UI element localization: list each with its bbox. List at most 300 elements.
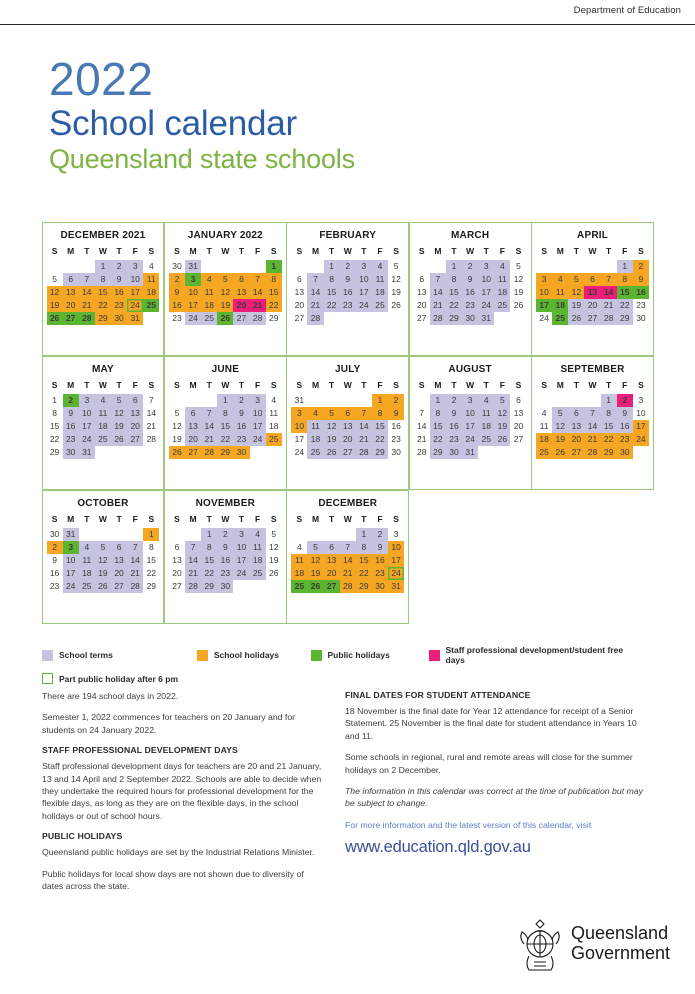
day-cell: 15 <box>324 286 340 299</box>
day-cell: 31 <box>462 446 478 459</box>
day-cell: 27 <box>324 580 340 593</box>
day-cell: 25 <box>266 433 282 446</box>
week-row <box>47 541 160 554</box>
month-name: MAY <box>91 363 114 375</box>
day-cell: 7 <box>148 395 154 405</box>
department-label: Department of Education <box>573 5 681 16</box>
month-card <box>531 222 654 357</box>
weekday-header: T <box>206 246 212 256</box>
day-cell-empty <box>510 446 526 459</box>
weekday-header: S <box>296 380 303 390</box>
note-school-days: There are 194 school days in 2022. <box>42 691 179 701</box>
day-cell: 3 <box>127 260 143 273</box>
note-public-holidays: Queensland public holidays are set by the Industrial Relations Minister. <box>42 847 315 858</box>
day-cell: 14 <box>307 286 323 299</box>
day-cell: 18 <box>95 420 111 433</box>
day-cell-empty <box>143 312 159 325</box>
day-cell: 13 <box>324 554 340 567</box>
weekday-header: S <box>148 246 155 256</box>
part-public-holiday-swatch-icon <box>42 673 53 684</box>
weekday-header: T <box>238 246 245 256</box>
day-cell: 9 <box>169 286 185 299</box>
day-cell: 21 <box>185 567 201 580</box>
day-cell: 2 <box>63 394 79 407</box>
day-cell: 20 <box>111 567 127 580</box>
day-cell: 21 <box>79 299 95 312</box>
week-row <box>414 446 527 459</box>
weekday-header: S <box>51 246 58 256</box>
weekday-header: T <box>329 246 335 256</box>
day-cell: 26 <box>111 433 127 446</box>
day-cell-empty <box>250 580 266 593</box>
day-cell: 9 <box>217 541 233 554</box>
week-row <box>169 407 282 420</box>
day-cell: 10 <box>478 273 494 286</box>
day-cell-empty <box>79 528 95 541</box>
day-cell-empty <box>536 260 552 273</box>
day-cell: 18 <box>478 420 494 433</box>
weekday-header: M <box>67 380 75 390</box>
day-cell-empty <box>291 260 307 273</box>
day-cell: 21 <box>340 567 356 580</box>
day-cell: 1 <box>356 528 372 541</box>
day-cell: 30 <box>172 261 182 271</box>
week-row <box>291 541 404 554</box>
day-cell: 14 <box>146 408 157 418</box>
day-cell: 16 <box>233 420 249 433</box>
day-cell: 3 <box>462 394 478 407</box>
day-cell: 28 <box>356 446 372 459</box>
weekday-header: F <box>254 246 261 256</box>
day-cell: 26 <box>513 300 524 310</box>
day-cell: 23 <box>446 433 462 446</box>
day-cell: 12 <box>217 286 233 299</box>
website-url-link[interactable]: www.education.qld.gov.au <box>345 837 531 856</box>
day-cell: 21 <box>307 299 323 312</box>
weekday-header: W <box>466 246 475 256</box>
day-cell: 7 <box>185 541 201 554</box>
weekday-header: W <box>343 246 352 256</box>
month-card <box>42 490 165 625</box>
day-cell: 25 <box>291 580 307 593</box>
weekday-header: S <box>638 246 644 256</box>
weekday-header: S <box>174 246 180 256</box>
weekday-header: T <box>116 514 122 524</box>
week-row <box>291 446 404 459</box>
day-cell-empty <box>478 446 494 459</box>
day-cell: 5 <box>307 541 323 554</box>
page-title-block <box>49 53 355 175</box>
day-cell: 6 <box>419 274 425 284</box>
month-card <box>42 222 165 357</box>
day-cell: 23 <box>372 567 388 580</box>
day-cell: 27 <box>568 446 584 459</box>
weekday-header-row <box>536 380 649 394</box>
day-cell: 13 <box>127 407 143 420</box>
day-cell: 2 <box>217 528 233 541</box>
day-cell: 15 <box>201 554 217 567</box>
day-cell: 9 <box>52 555 57 565</box>
day-cell-empty <box>633 446 649 459</box>
day-cell: 17 <box>388 554 404 567</box>
day-cell: 27 <box>417 313 427 323</box>
weekday-header: F <box>377 246 383 256</box>
day-cell: 19 <box>513 287 524 297</box>
day-cell: 4 <box>541 408 547 418</box>
weekday-header: T <box>238 514 245 524</box>
day-cell: 10 <box>462 407 478 420</box>
day-cell: 22 <box>446 299 462 312</box>
week-row <box>47 567 160 580</box>
day-cell: 19 <box>552 433 568 446</box>
day-cell: 10 <box>356 273 372 286</box>
day-cell: 17 <box>233 554 249 567</box>
day-cell: 16 <box>63 420 79 433</box>
weekday-header: S <box>393 514 399 524</box>
day-cell: 12 <box>494 407 510 420</box>
month-day-table <box>169 380 282 459</box>
heading-final-dates: FINAL DATES FOR STUDENT ATTENDANCE <box>345 690 531 700</box>
weekday-header: T <box>84 514 90 524</box>
day-cell: 28 <box>201 446 217 459</box>
day-cell: 7 <box>307 273 323 286</box>
day-cell-empty <box>356 394 372 407</box>
day-cell: 26 <box>169 446 185 459</box>
day-cell: 17 <box>63 567 79 580</box>
day-cell-empty <box>266 580 282 593</box>
week-row <box>414 420 527 433</box>
day-cell: 17 <box>185 299 201 312</box>
month-day-table <box>291 246 404 325</box>
legend-row-secondary <box>42 673 654 684</box>
day-cell: 30 <box>617 446 633 459</box>
queensland-crest-icon <box>515 918 565 974</box>
week-row <box>414 260 527 273</box>
day-cell-empty <box>250 260 266 273</box>
note-staff-development: Staff professional development days for teachers are 20 and 21 January, 13 and 14 April and 2 September 2022. Schools are able to decide when they undertake the required hours for professional development for the flexible days, as long as they are on the flexible days, in the school holidays or out of school hours. <box>42 761 322 821</box>
day-cell: 27 <box>111 580 127 593</box>
day-cell: 21 <box>127 567 143 580</box>
month-card <box>286 356 409 491</box>
day-cell: 4 <box>271 395 277 405</box>
day-cell: 5 <box>174 408 180 418</box>
month-day-table <box>169 246 282 325</box>
day-cell: 11 <box>552 286 568 299</box>
day-cell: 6 <box>324 541 340 554</box>
week-row <box>47 420 160 433</box>
weekday-header: F <box>377 380 383 390</box>
week-row <box>536 260 649 273</box>
legend <box>42 645 654 692</box>
day-cell-empty <box>291 528 307 541</box>
day-cell: 15 <box>446 286 462 299</box>
day-cell: 8 <box>201 541 217 554</box>
day-cell: 2 <box>47 541 63 554</box>
school-terms-swatch-icon <box>42 650 53 661</box>
day-cell: 24 <box>388 567 404 580</box>
day-cell: 30 <box>217 580 233 593</box>
day-cell: 14 <box>185 554 201 567</box>
day-cell: 1 <box>324 260 340 273</box>
day-cell: 19 <box>47 299 63 312</box>
day-cell: 11 <box>291 554 307 567</box>
week-row <box>47 299 160 312</box>
month-card <box>286 222 409 357</box>
day-cell: 22 <box>217 433 233 446</box>
day-cell: 2 <box>388 394 404 407</box>
day-cell: 9 <box>233 407 249 420</box>
day-cell: 17 <box>250 420 266 433</box>
day-cell: 4 <box>296 542 302 552</box>
week-row <box>169 433 282 446</box>
week-row <box>536 299 649 312</box>
note-regional-close: Some schools in regional, rural and remote areas will close for the summer holidays on 2 December. <box>345 752 633 775</box>
day-cell: 7 <box>356 407 372 420</box>
week-row <box>169 260 282 273</box>
day-cell-empty <box>494 312 510 325</box>
day-cell: 25 <box>79 580 95 593</box>
legend-item-public-holidays <box>311 650 411 661</box>
day-cell: 21 <box>201 433 217 446</box>
weekday-header-row <box>47 380 160 394</box>
day-cell: 24 <box>462 433 478 446</box>
day-cell: 10 <box>185 286 201 299</box>
day-cell: 20 <box>294 300 305 310</box>
day-cell: 5 <box>393 261 399 271</box>
day-cell: 4 <box>307 407 323 420</box>
day-cell-empty <box>494 446 510 459</box>
weekday-header: W <box>466 380 475 390</box>
week-row <box>47 446 160 459</box>
day-cell: 6 <box>174 542 180 552</box>
week-row <box>291 273 404 286</box>
day-cell: 15 <box>266 286 282 299</box>
legend-item-part-public-holiday <box>42 673 178 684</box>
month-card <box>164 356 287 491</box>
day-cell: 23 <box>217 567 233 580</box>
day-cell: 24 <box>79 433 95 446</box>
day-cell-empty <box>552 260 568 273</box>
month-day-table <box>47 246 160 325</box>
weekday-header: T <box>483 246 489 256</box>
day-cell: 15 <box>356 554 372 567</box>
day-cell: 20 <box>172 568 182 578</box>
day-cell: 29 <box>446 312 462 325</box>
day-cell-empty <box>169 528 185 541</box>
day-cell: 20 <box>185 433 201 446</box>
month-card <box>409 356 532 491</box>
month-name: JANUARY 2022 <box>187 229 263 241</box>
day-cell: 1 <box>95 260 111 273</box>
day-cell: 19 <box>172 434 182 444</box>
day-cell: 11 <box>79 554 95 567</box>
day-cell: 6 <box>111 541 127 554</box>
day-cell: 5 <box>324 407 340 420</box>
day-cell: 3 <box>185 273 201 286</box>
weekday-header: S <box>270 514 277 524</box>
heading-public-holidays: PUBLIC HOLIDAYS <box>42 831 123 842</box>
day-cell-empty <box>63 260 79 273</box>
weekday-header: F <box>132 246 138 256</box>
day-cell: 12 <box>513 274 524 284</box>
day-cell: 30 <box>49 529 60 539</box>
day-cell: 8 <box>372 407 388 420</box>
day-cell: 7 <box>430 273 446 286</box>
day-cell: 26 <box>47 312 63 325</box>
day-cell: 3 <box>79 394 95 407</box>
day-cell: 29 <box>430 446 446 459</box>
day-cell: 1 <box>52 395 57 405</box>
day-cell: 7 <box>419 408 425 418</box>
day-cell: 20 <box>233 299 249 312</box>
weekday-header: S <box>51 380 58 390</box>
day-cell: 18 <box>201 299 217 312</box>
day-cell: 5 <box>111 394 127 407</box>
day-cell: 13 <box>111 554 127 567</box>
legend-item-staff-development <box>429 645 636 665</box>
weekday-header: S <box>270 246 277 256</box>
day-cell: 27 <box>63 312 79 325</box>
day-cell: 16 <box>49 568 60 578</box>
day-cell: 6 <box>127 394 143 407</box>
day-cell: 24 <box>127 299 143 312</box>
day-cell: 6 <box>185 407 201 420</box>
day-cell: 21 <box>250 299 266 312</box>
day-cell: 18 <box>494 286 510 299</box>
weekday-header: S <box>515 246 522 256</box>
week-row <box>47 394 160 407</box>
day-cell: 29 <box>372 446 388 459</box>
week-row <box>169 394 282 407</box>
day-cell: 24 <box>185 312 201 325</box>
weekday-header: S <box>296 514 303 524</box>
day-cell-empty <box>356 312 372 325</box>
day-cell: 6 <box>568 407 584 420</box>
day-cell: 3 <box>393 529 399 539</box>
weekday-header-row <box>169 246 282 260</box>
day-cell: 31 <box>388 580 404 593</box>
day-cell: 28 <box>79 312 95 325</box>
weekday-header: S <box>296 246 303 256</box>
month-name: DECEMBER <box>318 497 378 509</box>
logo-line-queensland: Queensland <box>571 923 669 943</box>
day-cell: 17 <box>294 434 305 444</box>
day-cell: 13 <box>417 287 427 297</box>
day-cell: 23 <box>462 299 478 312</box>
day-cell: 30 <box>636 313 646 323</box>
month-day-table <box>169 514 282 593</box>
day-cell: 25 <box>494 299 510 312</box>
day-cell: 8 <box>217 407 233 420</box>
day-cell: 20 <box>568 433 584 446</box>
week-row <box>414 299 527 312</box>
day-cell: 7 <box>340 541 356 554</box>
day-cell: 26 <box>552 446 568 459</box>
day-cell: 28 <box>430 312 446 325</box>
day-cell: 20 <box>584 299 600 312</box>
day-cell: 24 <box>294 447 305 457</box>
day-cell: 26 <box>494 433 510 446</box>
day-cell-empty <box>201 394 217 407</box>
day-cell: 18 <box>307 433 323 446</box>
day-cell: 22 <box>601 433 617 446</box>
day-cell: 25 <box>307 446 323 459</box>
weekday-header: F <box>377 514 383 524</box>
weekday-header-row <box>291 514 404 528</box>
day-cell: 14 <box>79 286 95 299</box>
weekday-header-row <box>414 246 527 260</box>
weekday-header: S <box>174 514 180 524</box>
day-cell: 26 <box>391 300 401 310</box>
day-cell-empty <box>536 394 552 407</box>
day-cell: 27 <box>233 312 249 325</box>
weekday-header: W <box>221 514 230 524</box>
day-cell: 19 <box>111 420 127 433</box>
weekday-header: F <box>622 246 628 256</box>
week-row <box>414 433 527 446</box>
weekday-header: S <box>393 380 399 390</box>
legend-label: Staff professional development/student free days <box>445 645 624 665</box>
day-cell: 18 <box>143 286 159 299</box>
day-cell: 25 <box>536 446 552 459</box>
day-cell: 23 <box>617 433 633 446</box>
day-cell: 15 <box>372 420 388 433</box>
week-row <box>47 273 160 286</box>
day-cell: 3 <box>536 273 552 286</box>
day-cell: 10 <box>127 273 143 286</box>
day-cell: 24 <box>539 313 549 323</box>
week-row <box>536 394 649 407</box>
weekday-header-row <box>169 380 282 394</box>
page-title: School calendar <box>49 104 297 143</box>
day-cell: 28 <box>250 312 266 325</box>
day-cell: 7 <box>201 407 217 420</box>
week-row <box>169 446 282 459</box>
day-cell: 27 <box>584 312 600 325</box>
weekday-header: W <box>588 380 597 390</box>
weekday-header: S <box>418 246 425 256</box>
weekday-header: T <box>451 380 457 390</box>
day-cell: 28 <box>601 312 617 325</box>
day-cell: 29 <box>617 312 633 325</box>
day-cell: 10 <box>536 286 552 299</box>
day-cell: 16 <box>633 286 649 299</box>
day-cell: 20 <box>417 300 427 310</box>
day-cell: 28 <box>127 580 143 593</box>
day-cell: 20 <box>513 421 524 431</box>
day-cell: 14 <box>356 420 372 433</box>
day-cell: 9 <box>633 273 649 286</box>
day-cell: 28 <box>340 580 356 593</box>
weekday-header: M <box>311 514 320 524</box>
day-cell: 21 <box>601 299 617 312</box>
weekday-header: S <box>515 380 522 390</box>
school-holidays-swatch-icon <box>197 650 208 661</box>
day-cell: 4 <box>494 260 510 273</box>
weekday-header-row <box>47 514 160 528</box>
day-cell: 11 <box>143 273 159 286</box>
day-cell: 8 <box>601 407 617 420</box>
day-cell: 1 <box>446 260 462 273</box>
note-semester-start: Semester 1, 2022 commences for teachers on 20 January and for students on 24 January 2022. <box>42 712 296 735</box>
notes-column-right <box>345 690 645 857</box>
legend-label: School terms <box>59 650 113 660</box>
day-cell: 1 <box>601 394 617 407</box>
weekday-header: T <box>329 380 335 390</box>
weekday-header: M <box>189 246 197 256</box>
weekday-header: T <box>573 380 579 390</box>
week-row <box>169 420 282 433</box>
